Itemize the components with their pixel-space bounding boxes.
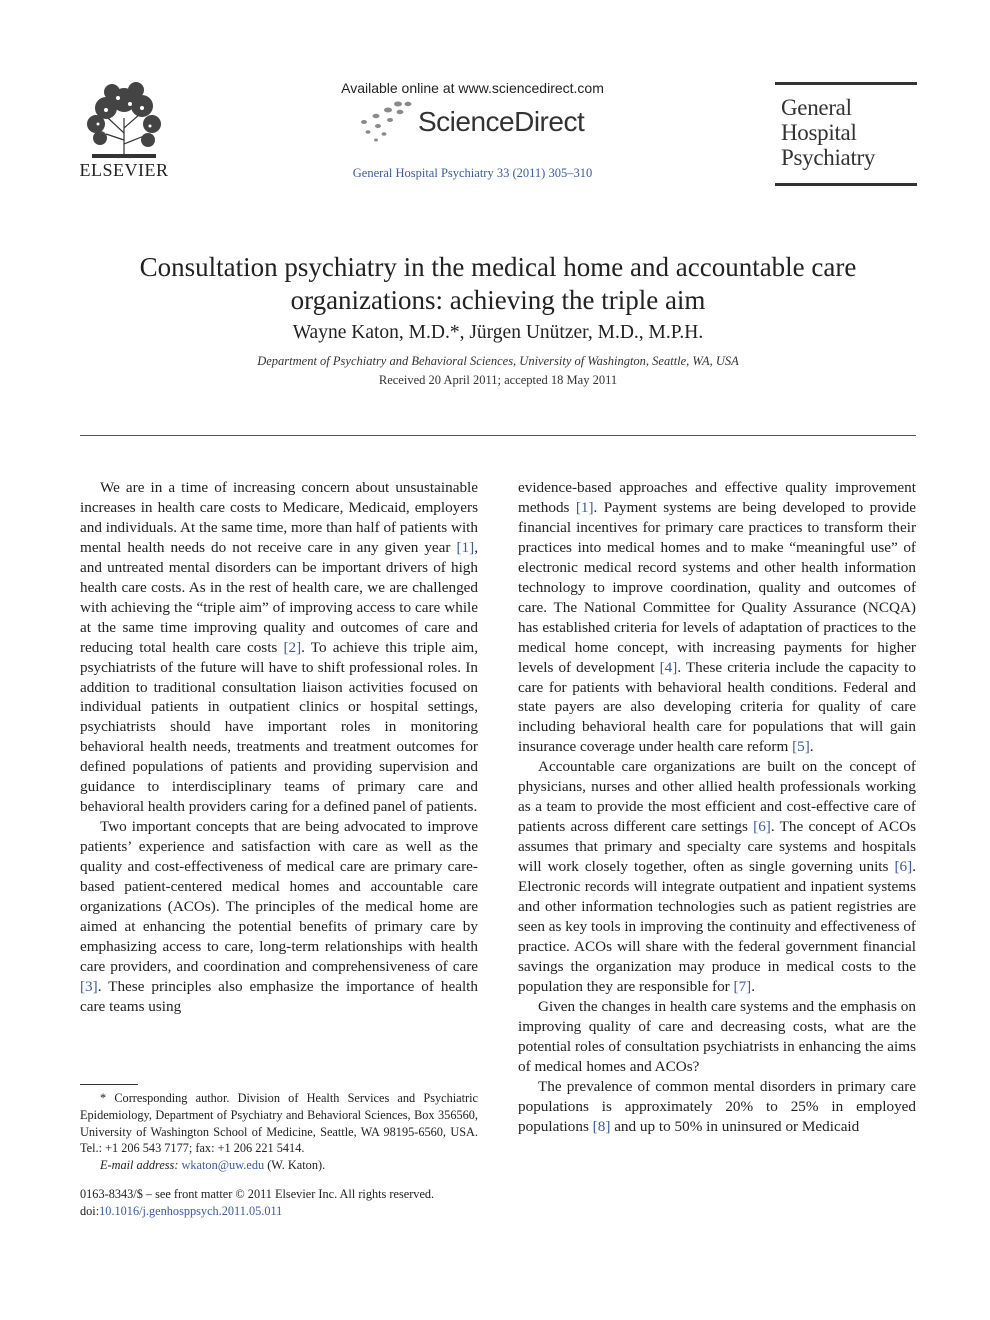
email-label: E-mail address:: [100, 1158, 179, 1173]
header-divider: [80, 435, 916, 436]
doi-prefix: doi:: [80, 1204, 100, 1218]
journal-brand-logo: [775, 82, 917, 186]
body-column-right: [518, 478, 916, 1136]
sciencedirect-wordmark: ScienceDirect: [418, 106, 585, 137]
email-link[interactable]: wkaton@uw.edu: [181, 1158, 265, 1173]
issn-copyright-line: 0163-8343/$ – see front matter © 2011 Elsevier Inc. All rights reserved.: [80, 1187, 435, 1201]
copyright-block: [80, 1186, 500, 1220]
article-authors: Wayne Katon, M.D.*, Jürgen Unützer, M.D., M.P.H.: [292, 322, 704, 343]
footnote-divider: [80, 1084, 138, 1085]
citation-link[interactable]: [2]: [283, 638, 302, 656]
paragraph: The prevalence of common mental disorders in primary care populations is approximately 20% to 25% in employed populations [8] and up to 50% in uninsured or Medicaid: [518, 1077, 916, 1135]
journal-brand-line: Hospital: [781, 120, 857, 145]
journal-brand-line: General: [781, 95, 852, 120]
sciencedirect-dots-icon: [354, 98, 416, 146]
citation-link[interactable]: [1]: [575, 498, 594, 516]
sciencedirect-logo[interactable]: [354, 98, 584, 146]
email-suffix: (W. Katon).: [264, 1158, 326, 1173]
citation-link[interactable]: [1]: [456, 538, 475, 556]
paragraph: evidence-based approaches and effective quality improvement methods [1]. Payment systems are being developed to provide financial incentives for primary care practices to transform their practices into medical homes and to make “meaningful use” of electronic medical record systems and other health information technology to improve coordination, quality and outcomes of care. The National Committee for Quality Assurance (NCQA) has established criteria for levels of adaptation of practices to the medical home concept, with increasing payments for higher levels of development [4]. These criteria include the capacity to care for patients with behavioral health conditions. Federal and state payers are also developing criteria for quality of care including behavioral health care for populations that will gain insurance coverage under health care reform [5].: [518, 479, 916, 756]
citation-link[interactable]: [7]: [733, 977, 752, 995]
author-affiliation: Department of Psychiatry and Behavioral Sciences, University of Washington, Seattle, WA, USA: [257, 354, 739, 368]
citation-link[interactable]: [8]: [592, 1117, 611, 1135]
citation-link[interactable]: [6]: [753, 818, 771, 836]
journal-brand-line: Psychiatry: [781, 145, 876, 170]
journal-citation-link[interactable]: General Hospital Psychiatry 33 (2011) 305–310: [352, 166, 593, 180]
paragraph: We are in a time of increasing concern about unsustainable increases in health care costs to Medicare, Medicaid, employers and individuals. At the same time, more than half of patients with mental health needs do not receive care in any given year [1], and untreated mental disorders can be important drivers of high health care costs. As in the rest of health care, we are challenged with achieving the “triple aim” of improving access to care while at the same time improving quality and outcomes of care and reducing total health care costs [2]. To achieve this triple aim, psychiatrists of the future will have to shift professional roles. In addition to traditional consultation liaison activities focused on individual patients in outpatient clinics or hospital settings, psychiatrists should have important roles in monitoring behavioral health needs, treatments and treatment outcomes for defined populations of patients and providing supervision and guidance to interdisciplinary teams of primary care and behavioral health providers caring for a defined panel of patients.: [80, 479, 478, 816]
corresponding-author-footnote: [80, 1090, 478, 1174]
corresponding-author-text: * Corresponding author. Division of Health Services and Psychiatric Epidemiology, Department of Psychiatry and Behavioral Sciences, Box 356560, University of Washington School of Medicine, Seattle, WA 98195-6560, USA. Tel.: +1 206 543 7177; fax: +1 206 221 5414.: [80, 1091, 478, 1156]
citation-link[interactable]: [3]: [80, 977, 98, 995]
paragraph: Accountable care organizations are built on the concept of physicians, nurses and other allied health professionals working as a team to provide the most efficient and cost-effective care of patients across different care settings [6]. The concept of ACOs assumes that primary and specialty care systems and hospitals will work closely together, often as single governing units [6]. Electronic records will integrate outpatient and inpatient systems and other information technologies such as patient registries are seen as key tools in improving the continuity and effectiveness of practice. ACOs will share with the federal government financial savings the organization may produce in medical costs to the population they are responsible for [7].: [518, 758, 916, 995]
publisher-name: ELSEVIER: [79, 160, 169, 180]
article-title: Consultation psychiatry in the medical home and accountable care organizations: achieving the triple aim: [139, 252, 857, 315]
paragraph: Two important concepts that are being advocated to improve patients’ experience and satisfaction with care as well as the quality and cost-effectiveness of medical care are primary care-based patient-centered medical homes and accountable care organizations (ACOs). The principles of the medical home are aimed at enhancing the potential benefits of primary care by emphasizing access to care, long-term relationships with health care providers, and coordination and comprehensiveness of care [3]. These principles also emphasize the importance of health care teams using: [80, 818, 478, 1015]
doi-link[interactable]: 10.1016/j.genhosppsych.2011.05.011: [99, 1204, 283, 1218]
received-dates: Received 20 April 2011; accepted 18 May 2011: [378, 373, 618, 387]
paragraph: Given the changes in health care systems and the emphasis on improving quality of care and decreasing costs, what are the potential roles of consultation psychiatrists in enhancing the aims of medical homes and ACOs?: [518, 997, 916, 1075]
citation-link[interactable]: [6]: [894, 858, 913, 876]
citation-link[interactable]: [5]: [792, 738, 810, 756]
body-column-left: [80, 478, 478, 1017]
citation-link[interactable]: [4]: [659, 658, 678, 676]
available-online-text: Available online at www.sciencedirect.com: [341, 80, 604, 96]
